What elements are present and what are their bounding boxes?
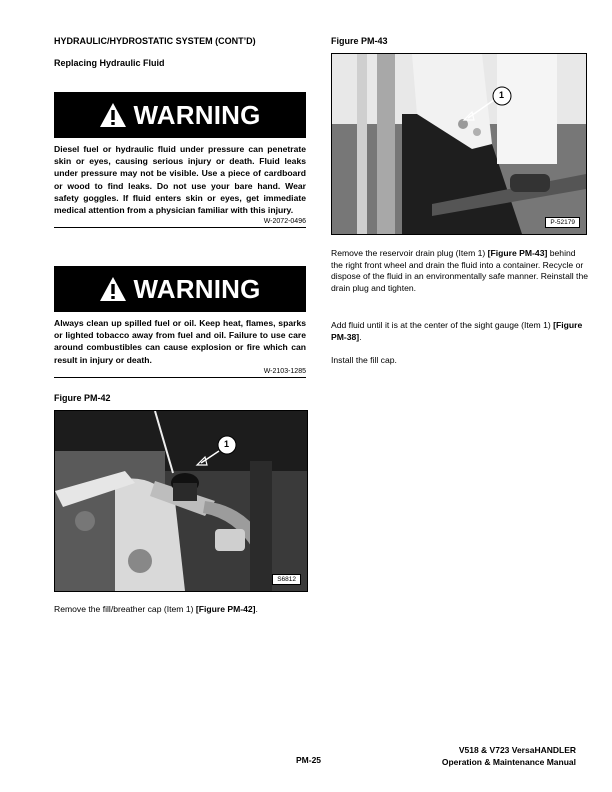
warning-text: Always clean up spilled fuel or oil. Keep heat, flames, sparks or lighted tobacco away from fuel and oil. Failure to use care around combustibles can cause explosion or fire which can result in injury or death.: [54, 318, 306, 365]
section-title: HYDRAULIC/HYDROSTATIC SYSTEM (CONT’D): [54, 36, 256, 46]
warning-triangle-icon: [99, 276, 127, 302]
callout-number-pm42: 1: [224, 439, 230, 449]
figure-photo-pm43: [331, 53, 587, 235]
figure-reference: [Figure PM-43]: [487, 248, 548, 258]
warning-triangle-icon: [99, 102, 127, 128]
figure-label-pm42: Figure PM-42: [54, 393, 111, 403]
warning-word: WARNING: [133, 99, 261, 130]
page-number: PM-25: [296, 755, 322, 765]
sub-title: Replacing Hydraulic Fluid: [54, 58, 165, 68]
engine-photo-image: [55, 411, 307, 591]
drain-instruction: Remove the reservoir drain plug (Item 1) [Figure PM-43] behind the right front wheel and drain the fluid into a container. Recycle or dispose of the fluid in an environmentally safe manner. Reinstall the drain plug and tighten.: [331, 248, 589, 293]
warning-code: W-2103-1285: [263, 367, 306, 375]
photo-code-pm42: S6812: [272, 574, 301, 585]
photo-code-pm43: P-52179: [545, 217, 580, 228]
warning-block-2: [54, 266, 306, 378]
callout-arrow-pm43: [460, 84, 520, 124]
warning-text: Diesel fuel or hydraulic fluid under pressure can penetrate skin or eyes, causing serious injury or death. Fluid leaks under pressure may not be visible. Use a piece of cardboard or wood to find leaks. Do not use your bare hand. Wear safety goggles. If fluid enters skin or eyes, get immediate medical attention from a physician familiar with this injury.: [54, 144, 306, 216]
fill-cap-instruction: Install the fill cap.: [331, 355, 397, 365]
figure-reference: [Figure PM-42]: [195, 604, 256, 614]
add-fluid-instruction: Add fluid until it is at the center of the sight gauge (Item 1) [Figure PM-38].: [331, 320, 583, 342]
figure-photo-pm42: [54, 410, 308, 592]
warning-banner: [54, 266, 306, 312]
wheel-area-photo-image: [332, 54, 586, 234]
pm42-caption: Remove the fill/breather cap (Item 1) [Figure PM-42].: [54, 604, 258, 614]
figure-label-pm43: Figure PM-43: [331, 36, 388, 46]
callout-number-pm43: 1: [499, 90, 505, 100]
warning-word: WARNING: [133, 273, 261, 304]
figure-reference: [Figure PM-38]: [331, 320, 583, 342]
divider: [54, 227, 306, 228]
manual-title: V518 & V723 VersaHANDLER Operation & Maintenance Manual: [441, 745, 576, 767]
warning-code: W-2072-0496: [263, 218, 306, 226]
warning-block-1: [54, 92, 306, 228]
warning-banner: [54, 92, 306, 138]
divider: [54, 377, 306, 378]
